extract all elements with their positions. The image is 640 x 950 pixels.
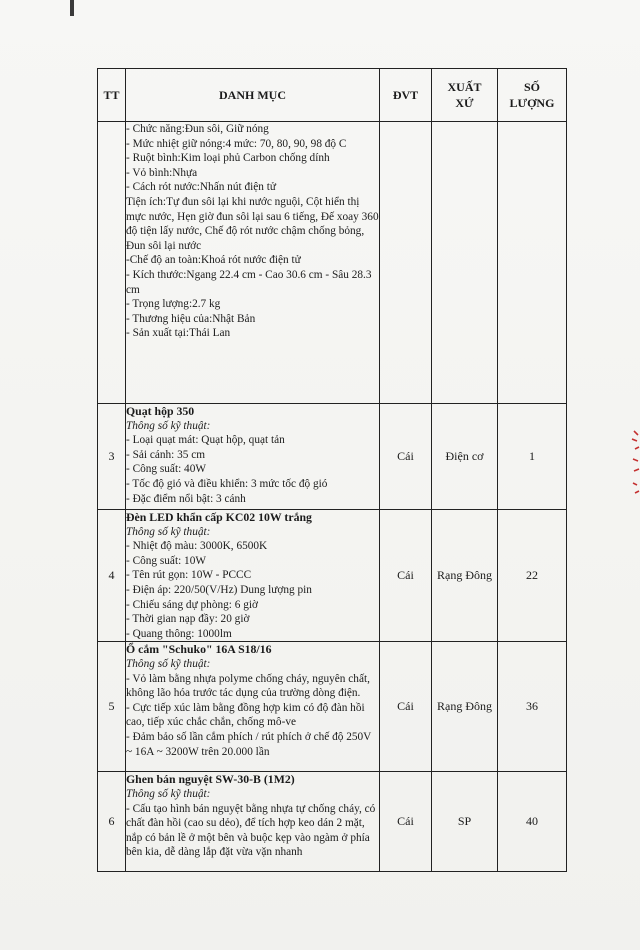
spec-heading: Thông số kỹ thuật: <box>126 525 211 538</box>
row-description <box>126 772 380 872</box>
table-row <box>98 642 567 772</box>
row-so-luong: 40 <box>498 772 567 872</box>
spec-line: - Tốc độ gió và điều khiển: 3 mức tốc độ gió <box>126 477 328 490</box>
spec-line: - Chiếu sáng dự phòng: 6 giờ <box>126 598 258 611</box>
header-xuat-xu <box>432 69 498 122</box>
header-dvt: ĐVT <box>380 69 432 122</box>
table-row <box>98 772 567 872</box>
row-dvt <box>380 122 432 404</box>
item-title: Ghen bán nguyệt SW-30-B (1M2) <box>126 772 295 787</box>
spec-line: - Thương hiệu của:Nhật Bản <box>126 312 256 325</box>
item-title: Đèn LED khẩn cấp KC02 10W trắng <box>126 510 312 524</box>
table-row <box>98 404 567 510</box>
spec-line: - Cách rót nước:Nhấn nút điện tử <box>126 181 276 194</box>
spec-line: - Vỏ bình:Nhựa <box>126 166 198 179</box>
row-xuat-xu: Rạng Đông <box>432 510 498 642</box>
product-spec-table <box>97 68 567 872</box>
spec-line: - Vỏ làm bằng nhựa polyme chống cháy, nguyên chất, không lão hóa trước tác dụng của trường dòng điện. <box>126 672 370 700</box>
row-dvt: Cái <box>380 642 432 772</box>
header-so-luong-line2: LƯỢNG <box>509 96 555 110</box>
row-tt <box>98 122 126 404</box>
spec-line: - Đặc điểm nổi bật: 3 cánh <box>126 492 246 505</box>
spec-line: - Nhiệt độ màu: 3000K, 6500K <box>126 540 268 553</box>
spec-line: - Mức nhiệt giữ nóng:4 mức: 70, 80, 90, 98 độ C <box>126 137 347 150</box>
row-description <box>126 122 380 404</box>
row-description <box>126 404 380 510</box>
spec-line: - Cấu tạo hình bán nguyệt bằng nhựa tự chống cháy, có chất đàn hồi (cao su dẻo), để tích hợp keo dán 2 mặt, nắp có bản lề ở một bên và buộc kẹp vào ngàm ở phía bên kia, dễ dàng lắp đặt vừa vặn nhanh <box>126 802 376 859</box>
row-so-luong: 22 <box>498 510 567 642</box>
header-xuat-xu-line2: XỨ <box>455 96 474 110</box>
spec-line: - Đảm bảo số lần cắm phích / rút phích ở chế độ 250V ~ 16A ~ 3200W trên 20.000 lần <box>126 730 372 758</box>
spec-line: - Công suất: 10W <box>126 554 207 567</box>
row-tt: 6 <box>98 772 126 872</box>
row-dvt: Cái <box>380 510 432 642</box>
header-danh-muc: DANH MỤC <box>126 69 380 122</box>
spec-line: - Công suất: 40W <box>126 463 207 476</box>
spec-line: - Kích thước:Ngang 22.4 cm - Cao 30.6 cm - Sâu 28.3 cm <box>126 268 372 296</box>
spec-line: - Thời gian nạp đầy: 20 giờ <box>126 613 250 626</box>
row-description <box>126 510 380 642</box>
spec-line: - Quang thông: 1000lm <box>126 627 232 640</box>
spec-line: - Ruột bình:Kim loại phủ Carbon chống dính <box>126 152 330 165</box>
scan-mark <box>70 0 74 16</box>
row-description <box>126 642 380 772</box>
row-so-luong <box>498 122 567 404</box>
row-tt: 3 <box>98 404 126 510</box>
row-xuat-xu <box>432 122 498 404</box>
table-row <box>98 510 567 642</box>
stamp-edge-mark <box>624 425 640 500</box>
row-tt: 5 <box>98 642 126 772</box>
row-so-luong: 1 <box>498 404 567 510</box>
spec-line: - Cực tiếp xúc làm bằng đồng hợp kim có độ đàn hồi cao, tiếp xúc chắc chắn, chống mô-ve <box>126 701 365 729</box>
header-so-luong-line1: SỐ <box>523 80 540 94</box>
row-dvt: Cái <box>380 404 432 510</box>
table-row <box>98 122 567 404</box>
spec-line: - Chức năng:Đun sôi, Giữ nóng <box>126 123 269 135</box>
item-title: Ổ cắm "Schuko" 16A S18/16 <box>126 642 272 657</box>
row-dvt: Cái <box>380 772 432 872</box>
spec-line: - Loại quạt mát: Quạt hộp, quạt tản <box>126 434 285 447</box>
row-tt: 4 <box>98 510 126 642</box>
row-xuat-xu: SP <box>432 772 498 872</box>
spec-heading: Thông số kỹ thuật: <box>126 657 211 670</box>
red-stamp-fragment <box>624 425 640 500</box>
row-xuat-xu: Điện cơ <box>432 404 498 510</box>
header-xuat-xu-line1: XUẤT <box>447 80 482 94</box>
item-title: Quạt hộp 350 <box>126 404 195 418</box>
spec-line: Tiện ích:Tự đun sôi lại khi nước nguội, Cột hiển thị mực nước, Hẹn giờ đun sôi lại sau 6 tiếng, Đế xoay 360 độ tiện lấy nước, Chế độ rót nước chậm chống bỏng, Đun sôi lại nước <box>126 195 379 252</box>
spec-line: - Sải cánh: 35 cm <box>126 448 206 461</box>
spec-heading: Thông số kỹ thuật: <box>126 787 211 800</box>
row-so-luong: 36 <box>498 642 567 772</box>
header-so-luong <box>498 69 567 122</box>
spec-heading: Thông số kỹ thuật: <box>126 419 211 432</box>
header-tt: TT <box>98 69 126 122</box>
spec-line: - Tên rút gọn: 10W - PCCC <box>126 569 252 582</box>
table-header-row <box>98 69 567 122</box>
row-xuat-xu: Rạng Đông <box>432 642 498 772</box>
spec-line: - Trọng lượng:2.7 kg <box>126 298 221 311</box>
spec-line: - Điện áp: 220/50(V/Hz) Dung lượng pin <box>126 583 312 596</box>
spec-line: - Sản xuất tại:Thái Lan <box>126 327 231 340</box>
spec-line: -Chế độ an toàn:Khoá rót nước điện tử <box>126 254 301 267</box>
